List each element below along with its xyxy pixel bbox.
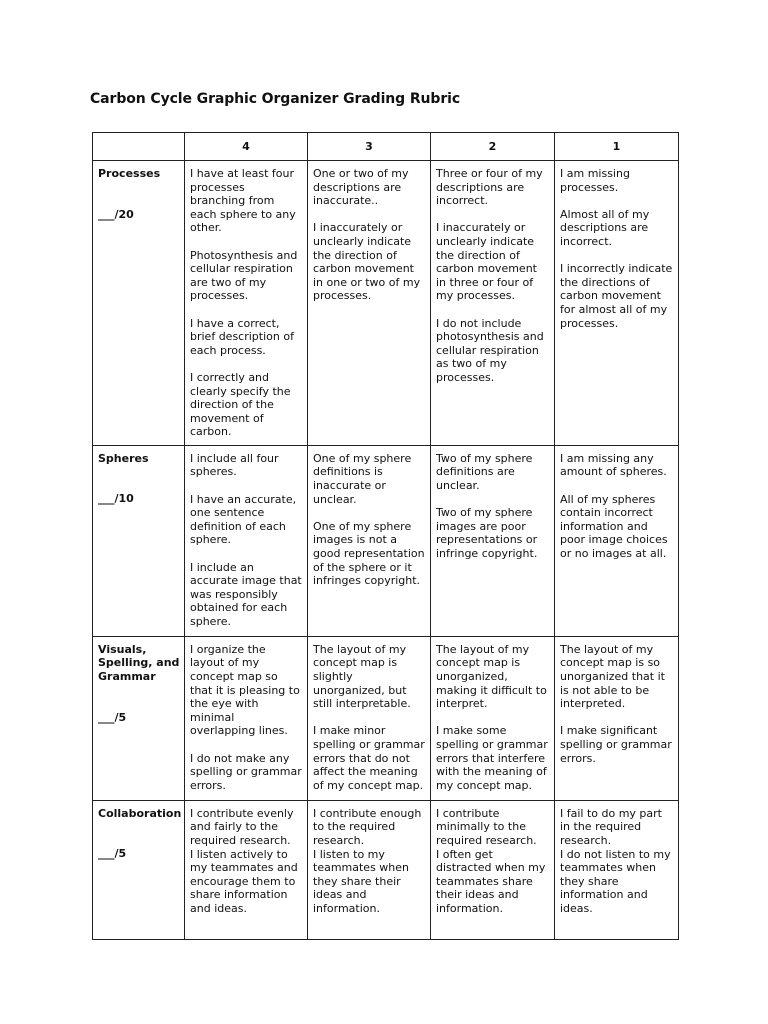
descriptor-text: I make some spelling or grammar errors that interfere with the meaning of my concept map.: [436, 724, 548, 792]
level-cell: [185, 445, 308, 636]
header-level-2: 2: [431, 133, 555, 161]
criterion-cell: [93, 445, 185, 636]
descriptor-text: Photosynthesis and cellular respiration are two of my processes.: [190, 248, 298, 303]
level-cell: [185, 161, 308, 446]
rubric-row: [93, 636, 679, 800]
criterion-score: ___/5: [98, 847, 127, 861]
descriptor-text: Two of my sphere definitions are unclear.: [436, 451, 533, 493]
descriptor-text: I contribute evenly and fairly to the required research.: [190, 806, 294, 848]
descriptor-text: The layout of my concept map is slightly unorganized, but still interpretable.: [313, 642, 411, 711]
descriptor-text: I have at least four processes branching from each sphere to any other.: [190, 167, 296, 235]
level-cell: [308, 800, 431, 939]
descriptor-text: I often get distracted when my teammates share their ideas and information.: [436, 847, 546, 916]
descriptor-text: I am missing processes.: [560, 167, 630, 194]
descriptor-text: One or two of my descriptions are inaccurate..: [313, 167, 409, 208]
level-cell: [431, 445, 555, 636]
criterion-name: Collaboration: [98, 806, 182, 820]
rubric-table: [92, 132, 679, 940]
header-row: [93, 133, 679, 161]
descriptor-text: I correctly and clearly specify the direction of the movement of carbon.: [190, 370, 291, 439]
descriptor-text: I do not make any spelling or grammar errors.: [190, 751, 302, 792]
level-cell: [308, 161, 431, 446]
header-corner: [93, 133, 185, 161]
level-cell: [185, 800, 308, 939]
descriptor-text: I do not include photosynthesis and cellular respiration as two of my processes.: [436, 316, 544, 384]
descriptor-text: I fail to do my part in the required research.: [560, 806, 662, 848]
descriptor-text: I inaccurately or unclearly indicate the direction of carbon movement in one or two of my processes.: [313, 221, 421, 303]
page-title: Carbon Cycle Graphic Organizer Grading Rubric: [90, 91, 461, 107]
descriptor-text: I contribute minimally to the required research.: [436, 806, 537, 848]
level-cell: [555, 636, 679, 800]
descriptor-text: I listen to my teammates when they share their ideas and information.: [313, 847, 410, 916]
descriptor-text: I incorrectly indicate the directions of carbon movement for almost all of my processes.: [560, 262, 673, 330]
descriptor-text: The layout of my concept map is unorganized, making it difficult to interpret.: [436, 642, 547, 711]
descriptor-text: I include an accurate image that was responsibly obtained for each sphere.: [190, 560, 302, 628]
level-cell: [555, 161, 679, 446]
descriptor-text: I make significant spelling or grammar errors.: [560, 724, 672, 765]
descriptor-text: I do not listen to my teammates when they share information and ideas.: [560, 847, 671, 916]
level-cell: [431, 800, 555, 939]
header-level-1: 1: [555, 133, 679, 161]
level-cell: [555, 800, 679, 939]
descriptor-text: Almost all of my descriptions are incorrect.: [560, 207, 650, 248]
level-cell: [308, 445, 431, 636]
descriptor-text: Three or four of my descriptions are incorrect.: [436, 167, 543, 208]
criterion-cell: [93, 800, 185, 939]
descriptor-text: One of my sphere definitions is inaccurate or unclear.: [313, 451, 412, 506]
criterion-score: ___/10: [98, 492, 134, 506]
descriptor-text: I contribute enough to the required research.: [313, 806, 422, 848]
descriptor-text: I make minor spelling or grammar errors that do not affect the meaning of my concept map.: [313, 724, 425, 792]
level-cell: [555, 445, 679, 636]
rubric-row: [93, 800, 679, 939]
descriptor-text: I organize the layout of my concept map so that it is pleasing to the eye with minimal overlapping lines.: [190, 642, 300, 738]
header-level-4: 4: [185, 133, 308, 161]
criterion-cell: [93, 636, 185, 800]
level-cell: [308, 636, 431, 800]
descriptor-text: I am missing any amount of spheres.: [560, 451, 667, 479]
descriptor-text: I have an accurate, one sentence definition of each sphere.: [190, 492, 297, 547]
criterion-name: Spheres: [98, 451, 149, 465]
descriptor-text: All of my spheres contain incorrect information and poor image choices or no images at all.: [560, 492, 668, 561]
criterion-name: Processes: [98, 167, 161, 180]
criterion-score: ___/20: [98, 207, 134, 221]
level-cell: [431, 161, 555, 446]
rubric-row: [93, 161, 679, 446]
descriptor-text: I have a correct, brief description of each process.: [190, 316, 294, 357]
rubric-row: [93, 445, 679, 636]
level-cell: [431, 636, 555, 800]
descriptor-text: I inaccurately or unclearly indicate the direction of carbon movement in three or four of my processes.: [436, 221, 537, 303]
criterion-score: ___/5: [98, 710, 127, 724]
descriptor-text: One of my sphere images is not a good representation of the sphere or it infringes copyright.: [313, 519, 425, 588]
header-level-3: 3: [308, 133, 431, 161]
descriptor-text: I listen actively to my teammates and encourage them to share information and ideas.: [190, 847, 298, 916]
descriptor-text: The layout of my concept map is so unorganized that it is not able to be interpreted.: [560, 642, 665, 711]
criterion-cell: [93, 161, 185, 446]
descriptor-text: Two of my sphere images are poor representations or infringe copyright.: [436, 506, 538, 561]
descriptor-text: I include all four spheres.: [190, 451, 279, 479]
criterion-name: Visuals, Spelling, and Grammar: [98, 642, 180, 684]
level-cell: [185, 636, 308, 800]
